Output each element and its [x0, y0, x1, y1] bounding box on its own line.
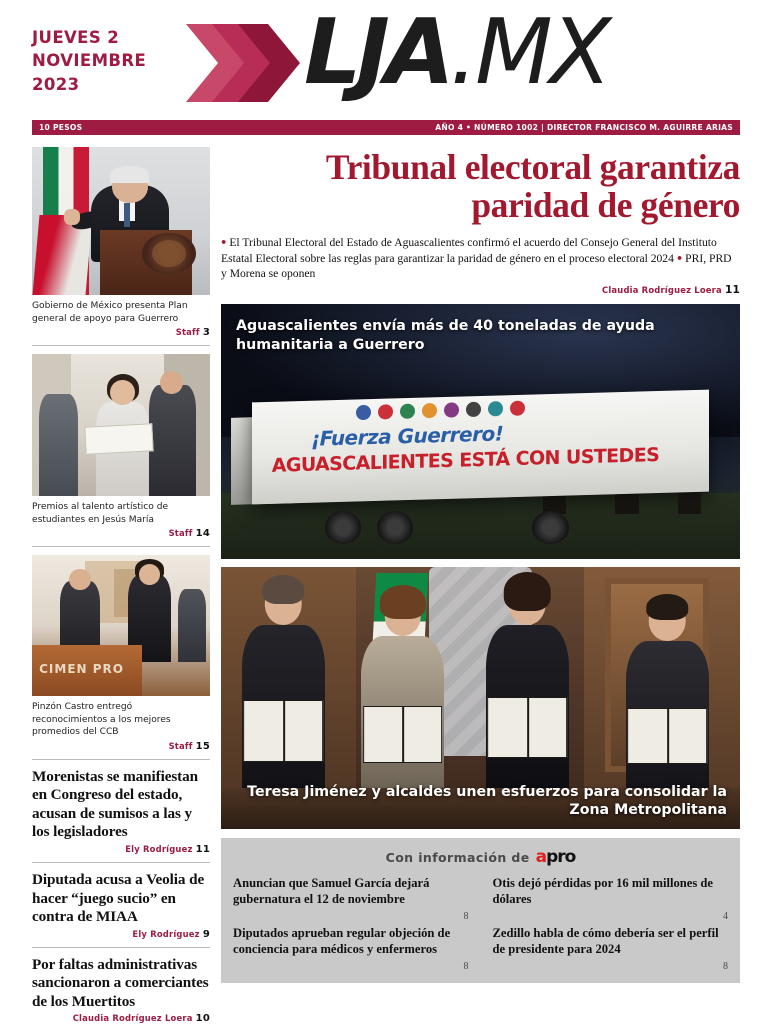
- brand-main: LJA: [304, 0, 450, 105]
- apro-item-page: 8: [463, 960, 469, 972]
- banner-line-1: ¡Fuerza Guerrero!: [310, 421, 503, 451]
- lead-page: 11: [724, 284, 740, 297]
- side-photo-3-byline: Staff: [168, 740, 193, 751]
- brand-suffix: .MX: [449, 0, 609, 105]
- side-photo-3-page: 15: [195, 740, 210, 752]
- side-photo-2-credit: [32, 528, 210, 539]
- chevron-logo-icon: [186, 24, 316, 102]
- brief-1-byline: Ely Rodríguez: [125, 844, 193, 855]
- brand-wordmark: [304, 0, 609, 105]
- bullet-icon: ●: [676, 252, 683, 263]
- brief-1-headline: Morenistas se manifiestan en Congreso del estado, acusan de sumisos a las y los legisladores: [32, 767, 198, 841]
- side-photo-3-credit: [32, 741, 210, 752]
- secondary-photo-metropolitana: [221, 567, 740, 829]
- brief-1-page: 11: [195, 844, 210, 856]
- issue-details: AÑO 4 • NÚMERO 1002 | DIRECTOR FRANCISCO M. AGUIRRE ARIAS: [435, 123, 733, 132]
- apro-header: [233, 847, 728, 867]
- side-photo-2-byline: Staff: [168, 528, 193, 539]
- brief-3-page: 10: [195, 1013, 210, 1025]
- lead-deck-text: El Tribunal Electoral del Estado de Aguascalientes confirmó el acuerdo del Consejo General del Instituto Estatal Electoral sobre las reglas para garantizar la paridad de género en el proceso electoral 2024: [221, 236, 717, 265]
- apro-item-page: 8: [463, 911, 469, 923]
- apro-header-text: Con información de: [385, 849, 530, 865]
- brief-2-byline: Ely Rodríguez: [132, 928, 200, 939]
- apro-item[interactable]: [493, 876, 729, 922]
- lead-credit: [221, 284, 740, 296]
- brief-1-credit: [32, 844, 210, 855]
- side-photo-1-caption: Gobierno de México presenta Plan general de apoyo para Guerrero: [32, 301, 188, 324]
- brief-3-byline: Claudia Rodríguez Loera: [72, 1013, 193, 1024]
- side-photo-1-byline: Staff: [175, 327, 200, 338]
- content-grid: [0, 135, 768, 1026]
- apro-items-grid: [233, 876, 728, 971]
- side-photo-1: [32, 147, 210, 295]
- date-line-3: 2023: [32, 74, 80, 94]
- right-column: [221, 147, 740, 1026]
- side-photo-2-page: 14: [195, 528, 210, 540]
- info-bar: [32, 120, 740, 135]
- lead-headline-line-1: Tribunal electoral garantiza: [325, 147, 740, 187]
- bullet-icon: ●: [221, 236, 227, 247]
- lead-deck-text-2: PRI, PRD y Morena se oponen: [221, 251, 732, 281]
- brief-3-headline: Por faltas administrativas sancionaron a comerciantes de los Muertitos: [32, 955, 209, 1010]
- lead-byline: Claudia Rodríguez Loera: [602, 285, 722, 296]
- apro-item-page: 8: [723, 960, 728, 972]
- side-photo-2-caption: Premios al talento artístico de estudiantes en Jesús María: [32, 502, 169, 525]
- apro-section: [221, 838, 740, 982]
- lead-headline: [221, 147, 740, 224]
- lead-headline-line-2: paridad de género: [471, 184, 740, 225]
- apro-item-headline: Zedillo habla de cómo debería ser el perfil de presidente para 2024: [492, 926, 719, 956]
- divider: [32, 947, 210, 948]
- brief-2-headline: Diputada acusa a Veolia de hacer “juego sucio” en contra de MIAA: [32, 871, 205, 926]
- apro-logo-pro: pro: [546, 847, 576, 868]
- side-photo-2: [32, 354, 210, 496]
- main-photo-guerrero: [221, 304, 740, 559]
- left-column: [32, 147, 210, 1026]
- publication-date: [32, 14, 182, 96]
- divider: [32, 759, 210, 760]
- price-label: 10 PESOS: [39, 123, 83, 132]
- masthead: [0, 0, 768, 120]
- apro-item-page: 4: [723, 911, 728, 923]
- brief-2-page: 9: [202, 928, 210, 940]
- date-line-2: NOVIEMBRE: [32, 51, 147, 71]
- apro-item-headline: Anuncian que Samuel García dejará gubernatura el 12 de noviembre: [233, 876, 430, 906]
- brief-2[interactable]: [32, 871, 210, 940]
- apro-item-headline: Otis dejó pérdidas por 16 mil millones de dólares: [492, 876, 714, 906]
- apro-logo-a: a: [535, 847, 547, 868]
- side-photo-1-credit: [32, 327, 210, 338]
- divider: [32, 345, 210, 346]
- brief-3-credit: [32, 1013, 210, 1024]
- secondary-photo-overlay-text: Teresa Jiménez y alcaldes unen esfuerzos para consolidar la Zona Metropolitana: [247, 783, 727, 819]
- side-photo-3: CIMEN PRO: [32, 555, 210, 696]
- apro-item[interactable]: [233, 926, 469, 972]
- main-photo-overlay-text: Aguascalientes envía más de 40 toneladas de ayuda humanitaria a Guerrero: [236, 318, 655, 353]
- divider: [32, 862, 210, 863]
- side-photo-1-page: 3: [202, 327, 210, 339]
- brand-logo: [186, 0, 740, 114]
- lead-deck: [221, 235, 740, 281]
- apro-logo: [536, 847, 576, 867]
- banner-line-2: AGUASCALIENTES ESTÁ CON USTEDES: [271, 443, 659, 477]
- divider: [32, 546, 210, 547]
- date-line-1: JUEVES 2: [32, 28, 120, 47]
- brief-1[interactable]: [32, 768, 210, 855]
- brief-3[interactable]: [32, 956, 210, 1025]
- apro-item[interactable]: [233, 876, 469, 922]
- brief-2-credit: [32, 929, 210, 940]
- apro-item[interactable]: [493, 926, 729, 972]
- apro-item-headline: Diputados aprueban regular objeción de conciencia para médicos y enfermeros: [233, 926, 451, 956]
- side-photo-3-caption: Pinzón Castro entregó reconocimientos a los mejores promedios del CCB: [32, 702, 171, 738]
